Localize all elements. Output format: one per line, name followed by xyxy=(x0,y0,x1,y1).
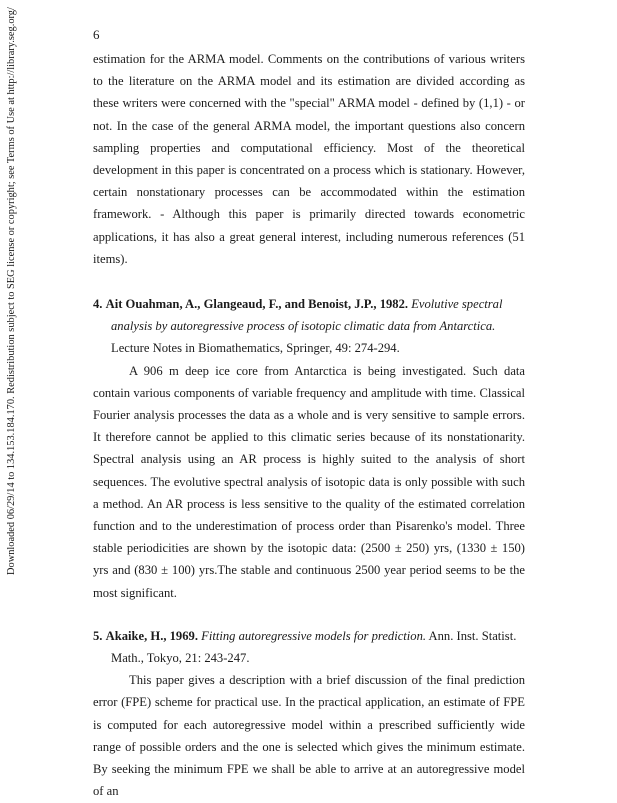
reference-authors: Ait Ouahman, A., Glangeaud, F., and Benoist, J.P., 1982. xyxy=(105,297,409,312)
download-notice: Downloaded 06/29/14 to 134.153.184.170. Redistribution subject to SEG license or copyright; see Terms of Use at http://library.seg.org/ xyxy=(6,7,17,575)
reference-abstract: This paper gives a description with a brief discussion of the final prediction error (FPE) scheme for practical use. In the practical application, an estimate of FPE is computed for each autoregressive model within a prescribed sufficiently wide range of possible orders and the one is selected which gives the minimum estimate. By seeking the minimum FPE we shall be able to arrive at an autoregressive model of an xyxy=(93,673,525,799)
reference-title: Evolutive spectral analysis by autoregressive process of isotopic climatic data from Antarctica. xyxy=(111,297,503,334)
reference-number: 5. xyxy=(93,628,103,643)
reference-number: 4. xyxy=(93,297,103,312)
reference-heading-4 xyxy=(93,293,525,360)
section-gap xyxy=(93,270,525,293)
reference-entry-4 xyxy=(93,293,525,604)
reference-title: Fitting autoregressive models for prediction. xyxy=(201,628,427,643)
intro-paragraph: estimation for the ARMA model. Comments on the contributions of various writers to the literature on the ARMA model and its estimation are divided according as these writers were concerned with the "special" ARMA model - defined by (1,1) - or not. In the case of the general ARMA model, the important questions also concern sampling properties and computational efficiency. Most of the theoretical development in this paper is concentrated on a process which is stationary. However, certain nonstationary processes can be accommodated within the estimation framework. - Although this paper is primarily directed towards econometric applications, it has also a great general interest, including numerous references (51 items). xyxy=(93,52,525,266)
reference-publication: Lecture Notes in Biomathematics, Springer, 49: 274-294. xyxy=(111,341,400,356)
reference-entry-5 xyxy=(93,625,525,803)
reference-publication: Ann. Inst. Statist. Math., Tokyo, 21: 243-247. xyxy=(111,628,517,666)
reference-abstract: A 906 m deep ice core from Antarctica is being investigated. Such data contain various components of variable frequency and amplitude with time. Classical Fourier analysis processes the data as a whole and is very sensitive to sample errors. It therefore cannot be applied to this climatic series because of its nonstationarity. Spectral analysis using an AR process is highly suited to the analysis of short sequences. The evolutive spectral analysis of isotopic data is only possible with such a method. An AR process is less sensitive to the quality of the estimated correlation function and to the underestimation of process order than Pisarenko's model. Three stable periodicities are shown by the isotopic data: (2500 ± 250) yrs, (1330 ± 150) yrs and (830 ± 100) yrs.The stable and continuous 2500 year period seems to be the most significant. xyxy=(93,363,525,600)
page-content xyxy=(93,48,525,803)
reference-authors: Akaike, H., 1969. xyxy=(105,628,198,643)
page-number: 6 xyxy=(93,27,100,42)
reference-heading-5 xyxy=(93,625,525,669)
section-gap xyxy=(93,604,525,625)
